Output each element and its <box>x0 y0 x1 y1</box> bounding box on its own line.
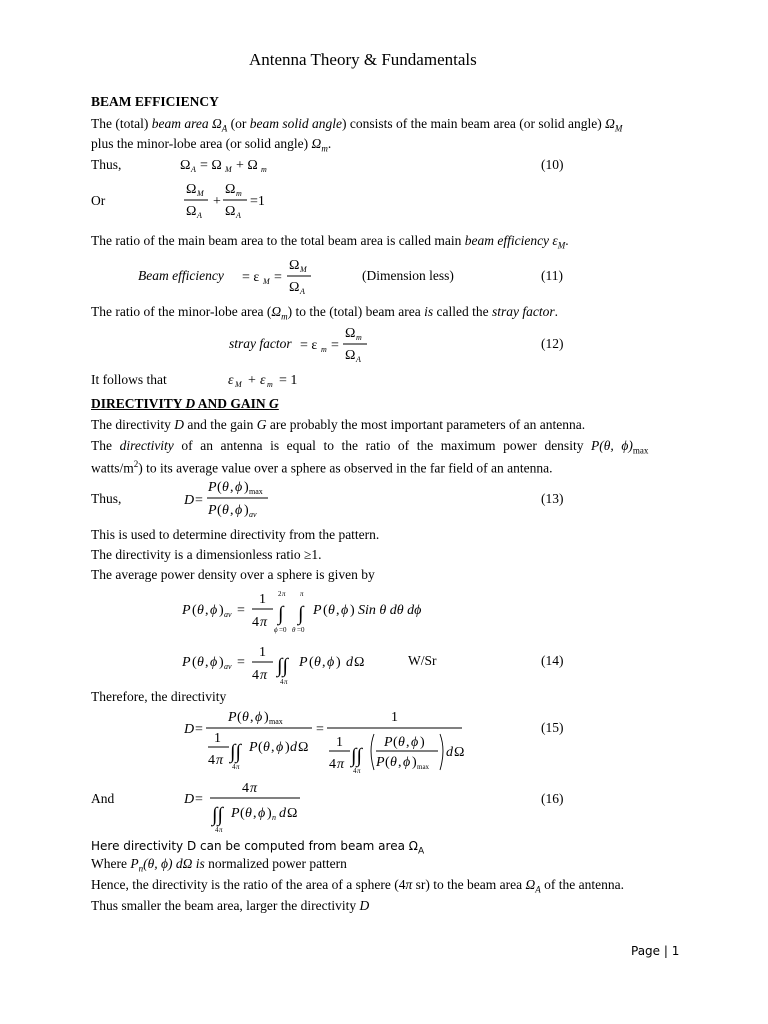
svg-text:d: d <box>290 740 297 755</box>
svg-text:θ: θ <box>222 480 229 495</box>
svg-text:=0: =0 <box>279 626 287 634</box>
svg-text:,: , <box>205 655 209 670</box>
svg-text:): ) <box>412 755 417 770</box>
svg-text:π: π <box>216 753 224 768</box>
svg-text:4: 4 <box>280 678 284 686</box>
svg-text:Ω: Ω <box>345 348 356 363</box>
equation-10 <box>180 152 320 176</box>
svg-text:1: 1 <box>214 731 221 746</box>
svg-text:D: D <box>184 493 195 508</box>
svg-text:,: , <box>322 655 326 670</box>
svg-text:P: P <box>228 710 237 725</box>
svg-text:= 1: = 1 <box>279 373 298 388</box>
svg-text:ϕ: ϕ <box>258 806 266 821</box>
svg-text:,: , <box>271 740 275 755</box>
paragraph-beam-area: The (total) beam area $\Omega_A$ (or beam solid angle) consists of the main beam area (or solid angle) $\Omega_M$ <box>91 116 623 134</box>
svg-text:Ω: Ω <box>289 280 300 295</box>
svg-text:M: M <box>263 277 270 286</box>
label-it-follows: It follows that <box>91 372 167 387</box>
equation-16 <box>184 778 314 836</box>
svg-text:Ω: Ω <box>186 182 197 197</box>
svg-text:θ: θ <box>314 655 321 670</box>
svg-text:,: , <box>250 710 254 725</box>
svg-text:): ) <box>336 655 341 670</box>
svg-text:θ: θ <box>398 735 405 750</box>
svg-text:,: , <box>406 735 410 750</box>
svg-text:Ω: Ω <box>289 258 300 273</box>
svg-text:4: 4 <box>242 781 249 796</box>
paragraph-conclusion: Thus smaller the beam area, larger the directivity D <box>91 898 370 913</box>
svg-text:P: P <box>384 735 393 750</box>
svg-text:A: A <box>197 211 202 220</box>
svg-text:=: = <box>237 655 245 670</box>
svg-text:π: π <box>236 763 240 771</box>
svg-text:,: , <box>253 806 257 821</box>
section-heading-directivity: DIRECTIVITY D AND GAIN G <box>91 396 279 411</box>
svg-text:∫∫: ∫∫ <box>230 741 241 763</box>
svg-text:π: π <box>282 590 286 598</box>
svg-text:): ) <box>264 710 269 725</box>
svg-text:4: 4 <box>353 767 357 775</box>
svg-text:π: π <box>284 678 288 686</box>
svg-text:,: , <box>230 480 234 495</box>
svg-text:θ: θ <box>197 603 204 618</box>
svg-text:=: = <box>237 603 245 618</box>
svg-text:Ω: Ω <box>180 158 191 173</box>
svg-text:=: = <box>195 722 203 737</box>
svg-text:d: d <box>346 655 353 670</box>
svg-text:(: ( <box>217 503 222 518</box>
svg-text:Ω: Ω <box>225 204 236 219</box>
svg-text:m: m <box>236 189 242 198</box>
svg-text:): ) <box>267 806 272 821</box>
svg-text:= ε: = ε <box>300 338 318 353</box>
svg-text:∫∫: ∫∫ <box>351 745 362 767</box>
svg-text:=: = <box>274 270 282 285</box>
equation-13-tag: (13) <box>541 491 564 506</box>
svg-text:P: P <box>182 603 191 618</box>
svg-text:=: = <box>316 722 324 737</box>
svg-text:M: M <box>300 265 307 274</box>
svg-text:D: D <box>184 722 195 737</box>
svg-text:(: ( <box>393 735 398 750</box>
svg-text:Ω: Ω <box>454 745 465 760</box>
equation-11-note: (Dimension less) <box>362 268 454 283</box>
svg-text:ϕ: ϕ <box>235 503 243 518</box>
svg-text:m: m <box>356 333 362 342</box>
section-heading-beam-efficiency: BEAM EFFICIENCY <box>91 94 219 109</box>
paragraph-normalized-pattern: Where $P_n(\theta$, ϕ) dΩ is normalized power pattern <box>91 856 347 874</box>
svg-text:P: P <box>208 503 217 518</box>
paragraph-average-power: The average power density over a sphere is given by <box>91 567 375 582</box>
svg-text:θ: θ <box>263 740 270 755</box>
svg-text:P: P <box>313 603 322 618</box>
svg-text:ϕ: ϕ <box>274 626 278 634</box>
equation-ratio-sum <box>184 180 284 222</box>
svg-text:(: ( <box>192 603 197 618</box>
equation-12-tag: (12) <box>541 336 564 351</box>
svg-text:Ω: Ω <box>354 655 365 670</box>
svg-text:= Ω: = Ω <box>200 158 222 173</box>
svg-text:(: ( <box>323 603 328 618</box>
svg-text:(: ( <box>237 710 242 725</box>
svg-text:): ) <box>219 655 224 670</box>
paragraph-sphere-ratio: Hence, the directivity is the ratio of the area of a sphere (4π sr) to the beam area $\Omega_A$ of the antenna. <box>91 877 624 895</box>
equation-average-power <box>182 586 442 638</box>
equation-11-tag: (11) <box>541 268 563 283</box>
svg-text:m: m <box>267 380 273 389</box>
svg-text:max: max <box>269 717 283 726</box>
equation-11-label: Beam efficiency <box>138 268 224 283</box>
svg-text:P: P <box>376 755 385 770</box>
svg-text:∫∫: ∫∫ <box>277 655 288 677</box>
svg-text:θ: θ <box>245 806 252 821</box>
svg-text:(: ( <box>192 655 197 670</box>
svg-text:θ: θ <box>328 603 335 618</box>
svg-text:ϕ: ϕ <box>403 755 411 770</box>
svg-text:=0: =0 <box>297 626 305 634</box>
equation-16-tag: (16) <box>541 791 564 806</box>
svg-text:π: π <box>300 590 304 598</box>
svg-text:): ) <box>420 735 425 750</box>
svg-text:P: P <box>182 655 191 670</box>
equation-12 <box>300 322 380 366</box>
svg-text:M: M <box>235 380 242 389</box>
svg-text:∫∫: ∫∫ <box>212 804 223 826</box>
svg-text:av: av <box>224 610 232 619</box>
svg-text:): ) <box>285 740 290 755</box>
paragraph-main-beam-efficiency: The ratio of the main beam area to the total beam area is called main beam efficiency $\varepsilon_M$. <box>91 233 569 251</box>
svg-text:ϕ: ϕ <box>210 603 218 618</box>
paragraph-pattern: This is used to determine directivity from the pattern. <box>91 527 380 542</box>
svg-text:θ: θ <box>390 755 397 770</box>
svg-text:Ω: Ω <box>186 204 197 219</box>
svg-text:4: 4 <box>329 757 336 772</box>
paragraph-dimensionless: The directivity is a dimensionless ratio ≥1. <box>91 547 322 562</box>
svg-text:(: ( <box>217 480 222 495</box>
svg-text:M: M <box>197 189 204 198</box>
svg-text:θ: θ <box>222 503 229 518</box>
svg-text:M: M <box>225 165 232 174</box>
svg-text:Ω: Ω <box>287 806 298 821</box>
equation-11 <box>242 254 322 298</box>
label-or: Or <box>91 193 106 208</box>
svg-text:A: A <box>236 211 241 220</box>
svg-text:d: d <box>279 806 286 821</box>
svg-text:ϕ: ϕ <box>341 603 349 618</box>
svg-text:av: av <box>249 510 257 519</box>
label-thus-1: Thus, <box>91 157 122 172</box>
svg-text:,: , <box>230 503 234 518</box>
svg-text:θ: θ <box>242 710 249 725</box>
svg-text:av: av <box>224 662 232 671</box>
svg-text:,: , <box>336 603 340 618</box>
paragraph-stray-factor: The ratio of the minor-lobe area $(\Omega_m)$ to the (total) beam area is called the stray factor. <box>91 304 558 322</box>
svg-text:P: P <box>299 655 308 670</box>
paragraph-directivity-def-1: The directivity of an antenna is equal to the ratio of the maximum power density P(θ, $\phi)_{max}$ <box>91 438 649 456</box>
svg-text:4: 4 <box>215 826 219 834</box>
equation-13 <box>184 476 284 522</box>
svg-text:n: n <box>272 813 276 822</box>
svg-text:D: D <box>184 792 195 807</box>
page-title: Antenna Theory & Fundamentals <box>249 50 477 69</box>
svg-text:(: ( <box>309 655 314 670</box>
svg-text:,: , <box>398 755 402 770</box>
svg-text:ϕ: ϕ <box>276 740 284 755</box>
equation-sum-efficiency <box>228 368 318 390</box>
svg-text:): ) <box>244 503 249 518</box>
svg-text:ϕ: ϕ <box>411 735 419 750</box>
equation-14-tag: (14) <box>541 653 564 668</box>
svg-text:max: max <box>249 487 263 496</box>
svg-text:4: 4 <box>252 668 259 683</box>
svg-text:+ Ω: + Ω <box>236 158 258 173</box>
equation-10-tag: (10) <box>541 157 564 172</box>
equation-14 <box>182 642 382 690</box>
svg-text:ϕ: ϕ <box>210 655 218 670</box>
svg-text:P: P <box>249 740 258 755</box>
svg-text:): ) <box>219 603 224 618</box>
equation-15 <box>184 706 474 776</box>
label-thus-2: Thus, <box>91 491 122 506</box>
svg-text:4: 4 <box>252 615 259 630</box>
paragraph-minor-lobe: plus the minor-lobe area (or solid angle) $\Omega_m$. <box>91 136 332 154</box>
svg-text:ϕ: ϕ <box>235 480 243 495</box>
svg-text:m: m <box>261 165 267 174</box>
svg-text:π: π <box>250 781 258 796</box>
svg-text:Ω: Ω <box>225 182 236 197</box>
label-therefore: Therefore, the directivity <box>91 689 227 704</box>
paragraph-directivity-intro: The directivity D and the gain G are probably the most important parameters of an antenna. <box>91 417 586 432</box>
svg-text:A: A <box>356 355 361 364</box>
svg-text:P: P <box>231 806 240 821</box>
svg-text:m: m <box>321 345 327 354</box>
svg-text:max: max <box>417 763 430 771</box>
equation-15-tag: (15) <box>541 720 564 735</box>
svg-text:4: 4 <box>208 753 215 768</box>
svg-text:θ: θ <box>197 655 204 670</box>
svg-text:∫: ∫ <box>278 603 284 625</box>
svg-text:π: π <box>337 757 345 772</box>
svg-text:θ: θ <box>292 626 296 634</box>
svg-text:ϕ: ϕ <box>327 655 335 670</box>
svg-text:): ) <box>244 480 249 495</box>
svg-text:(: ( <box>258 740 263 755</box>
svg-text:+: + <box>248 373 256 388</box>
svg-text:A: A <box>300 287 305 296</box>
svg-text:Ω: Ω <box>298 740 309 755</box>
svg-text:A: A <box>191 165 196 174</box>
page-number: Page | 1 <box>631 944 680 958</box>
svg-text:=: = <box>195 493 203 508</box>
svg-text:,: , <box>205 603 209 618</box>
svg-text:π: π <box>219 826 223 834</box>
paragraph-directivity-def-2: watts/$m^2$) to its average value over a sphere as observed in the far field of an antenna. <box>91 459 553 476</box>
svg-text:): ) <box>350 603 355 618</box>
svg-text:ε: ε <box>260 373 266 388</box>
svg-text:=: = <box>331 338 339 353</box>
svg-text:Ω: Ω <box>345 326 356 341</box>
svg-text:(: ( <box>240 806 245 821</box>
svg-text:1: 1 <box>259 645 266 660</box>
svg-text:+: + <box>213 194 221 209</box>
svg-text:d: d <box>446 745 453 760</box>
svg-text:(: ( <box>385 755 390 770</box>
equation-14-unit: W/Sr <box>408 653 437 668</box>
svg-text:ε: ε <box>228 373 234 388</box>
paragraph-beam-area-directivity: Here directivity D can be computed from beam area $\Omega_A$ <box>91 839 425 857</box>
svg-text:1: 1 <box>259 592 266 607</box>
svg-text:π: π <box>357 767 361 775</box>
svg-text:=: = <box>195 792 203 807</box>
svg-text:π: π <box>260 615 268 630</box>
svg-text:Sin θ dθ dϕ: Sin θ dθ dϕ <box>358 603 422 618</box>
svg-text:ϕ: ϕ <box>255 710 263 725</box>
svg-text:1: 1 <box>336 735 343 750</box>
svg-text:π: π <box>260 668 268 683</box>
equation-12-label: stray factor <box>229 336 292 351</box>
svg-text:∫: ∫ <box>298 603 304 625</box>
svg-text:P: P <box>208 480 217 495</box>
label-and: And <box>91 791 115 806</box>
svg-text:2: 2 <box>278 590 282 598</box>
svg-text:= ε: = ε <box>242 270 260 285</box>
svg-text:=1: =1 <box>250 194 265 209</box>
svg-text:1: 1 <box>391 710 398 725</box>
svg-text:4: 4 <box>232 763 236 771</box>
